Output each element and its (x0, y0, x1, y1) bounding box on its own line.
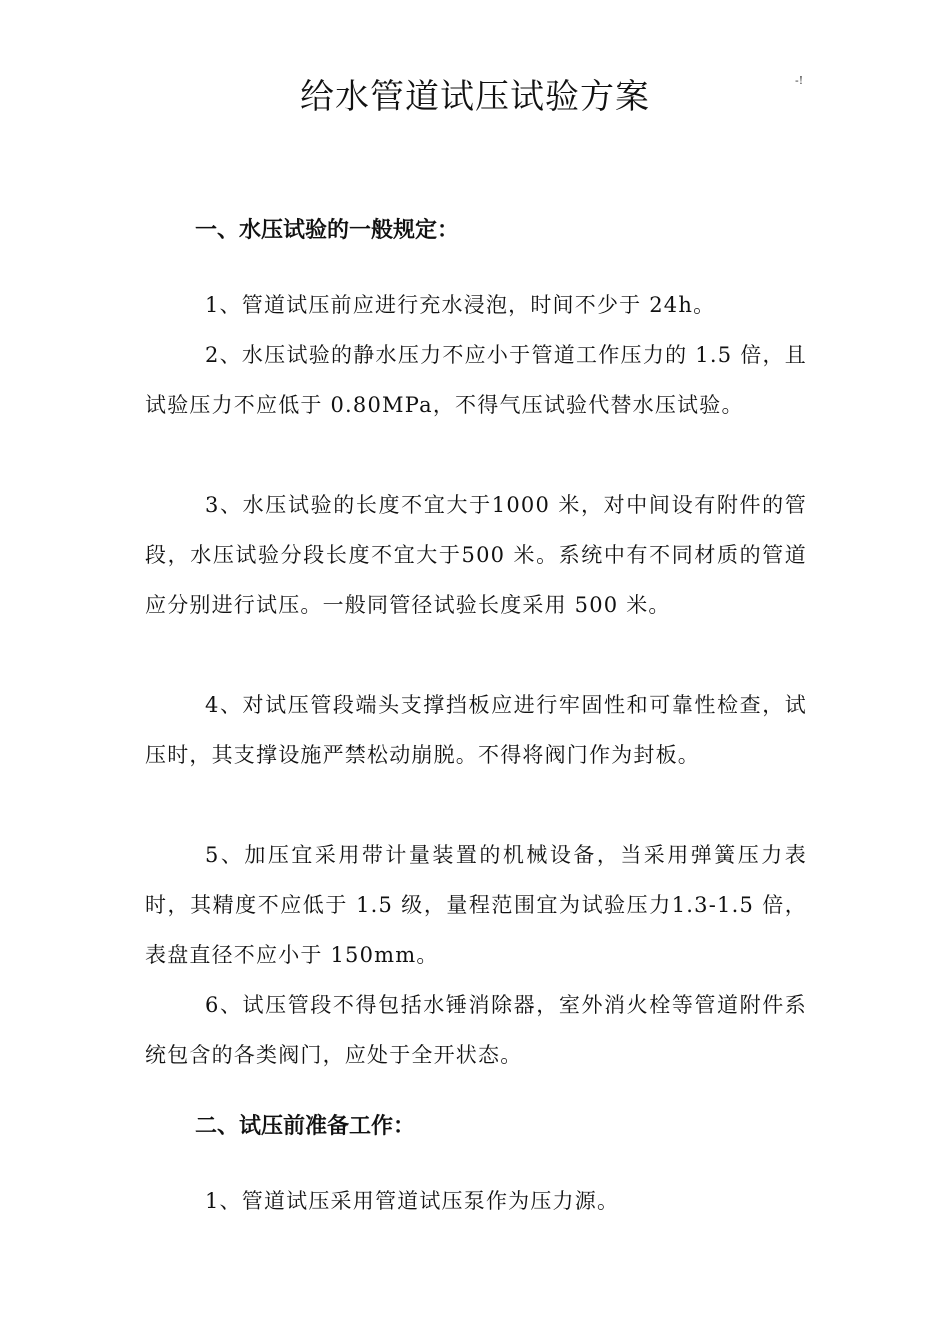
paragraph-prep-1: 1、管道试压采用管道试压泵作为压力源。 (205, 1189, 620, 1213)
paragraph-rule-6: 6、试压管段不得包括水锤消除器，室外消火栓等管道附件系统包含的各类阀门，应处于全开状态。 (145, 993, 807, 1067)
corner-mark: -! (795, 74, 804, 87)
paragraph-rule-4: 4、对试压管段端头支撑挡板应进行牢固性和可靠性检查，试压时，其支撑设施严禁松动崩脱。不得将阀门作为封板。 (145, 693, 807, 767)
document-title: 给水管道试压试验方案 (300, 77, 650, 117)
paragraph-rule-1: 1、管道试压前应进行充水浸泡，时间不少于 24h。 (205, 293, 716, 317)
section-heading-general-rules: 一、水压试验的一般规定： (195, 218, 460, 243)
paragraph-rule-5: 5、加压宜采用带计量装置的机械设备，当采用弹簧压力表时，其精度不应低于 1.5 级，量程范围宜为试验压力1.3-1.5 倍，表盘直径不应小于 150mm。 (145, 843, 807, 967)
paragraph-rule-2: 2、水压试验的静水压力不应小于管道工作压力的 1.5 倍，且试验压力不应低于 0.80MPa，不得气压试验代替水压试验。 (145, 343, 807, 417)
section-heading-preparation: 二、试压前准备工作： (195, 1114, 416, 1139)
paragraph-rule-3: 3、水压试验的长度不宜大于1000 米，对中间设有附件的管段，水压试验分段长度不宜大于500 米。系统中有不同材质的管道应分别进行试压。一般同管径试验长度采用 500 米。 (145, 493, 807, 617)
